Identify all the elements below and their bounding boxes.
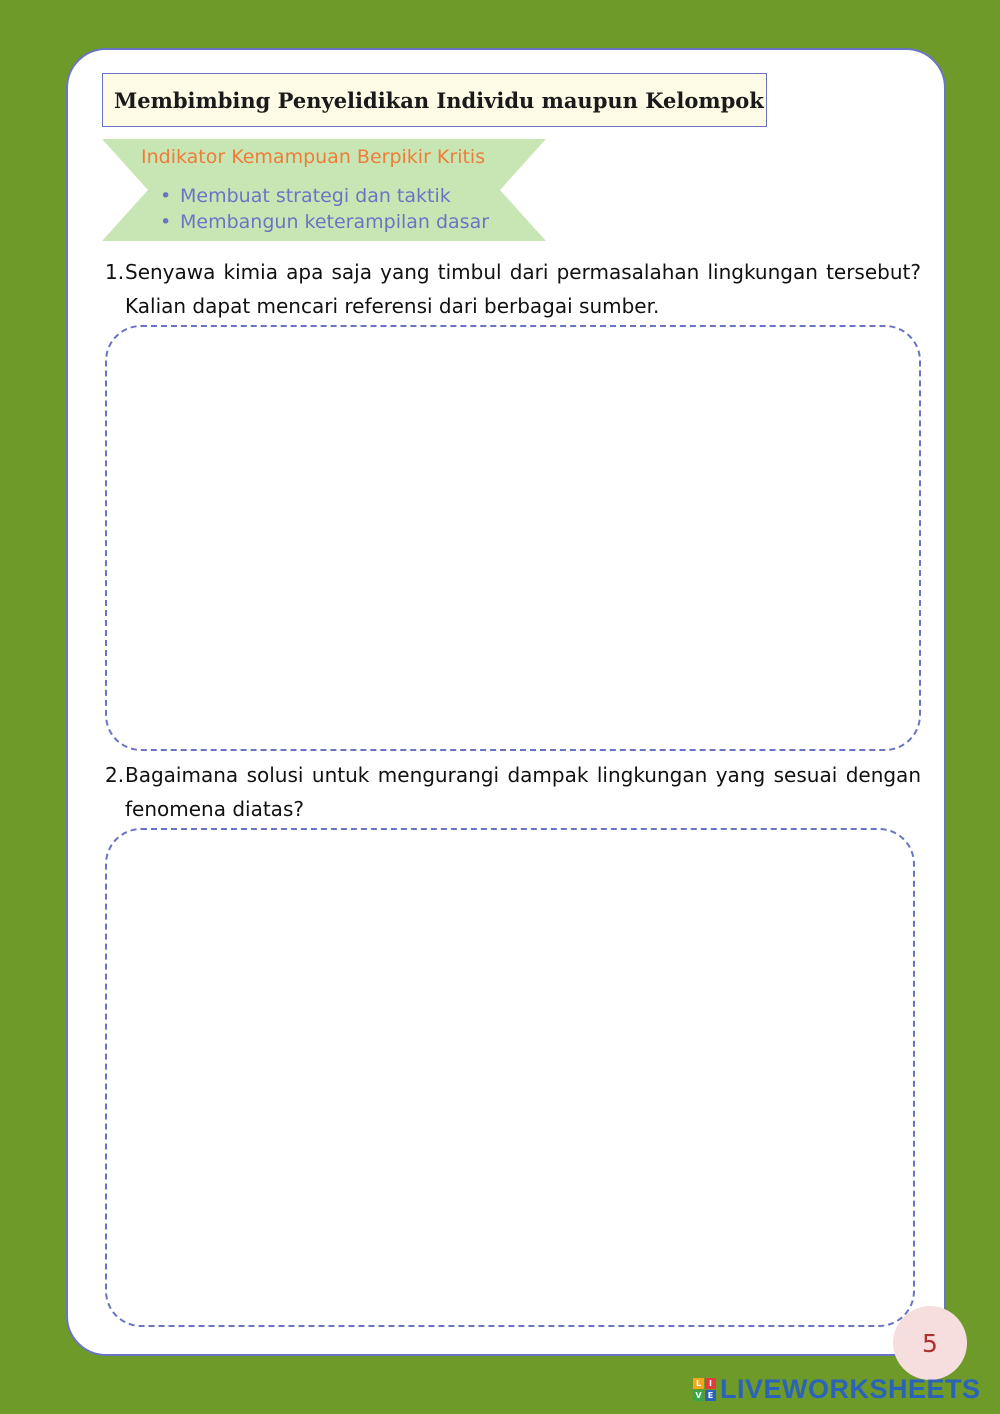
bullet-icon: • bbox=[160, 185, 172, 207]
brand-wordmark: LIVEWORKSHEETS bbox=[720, 1374, 981, 1404]
question-number: 2. bbox=[105, 763, 125, 787]
page-number: 5 bbox=[922, 1328, 938, 1358]
indicator-item: • Membuat strategi dan taktik bbox=[160, 185, 451, 207]
section-title: Membimbing Penyelidikan Individu maupun Kelompok bbox=[114, 87, 764, 113]
indicator-item: • Membangun keterampilan dasar bbox=[160, 211, 490, 233]
question-number: 1. bbox=[105, 260, 125, 284]
question-2 bbox=[105, 758, 921, 826]
question-text: Bagaimana solusi untuk mengurangi dampak lingkungan yang sesuai dengan fenomena diatas? bbox=[125, 763, 921, 821]
section-title-box bbox=[102, 73, 767, 127]
page-number-badge bbox=[893, 1306, 967, 1380]
indicator-title: Indikator Kemampuan Berpikir Kritis bbox=[141, 146, 486, 168]
liveworksheets-brand bbox=[693, 1374, 981, 1405]
question-text: Senyawa kimia apa saja yang timbul dari permasalahan lingkungan tersebut? Kalian dapat mencari referensi dari berbagai sumber. bbox=[125, 260, 921, 318]
liveworksheets-logo-icon: L I V E bbox=[693, 1378, 716, 1401]
answer-box-2[interactable] bbox=[105, 828, 915, 1327]
bullet-icon: • bbox=[160, 211, 172, 233]
answer-box-1[interactable] bbox=[105, 325, 921, 751]
question-1 bbox=[105, 255, 921, 323]
